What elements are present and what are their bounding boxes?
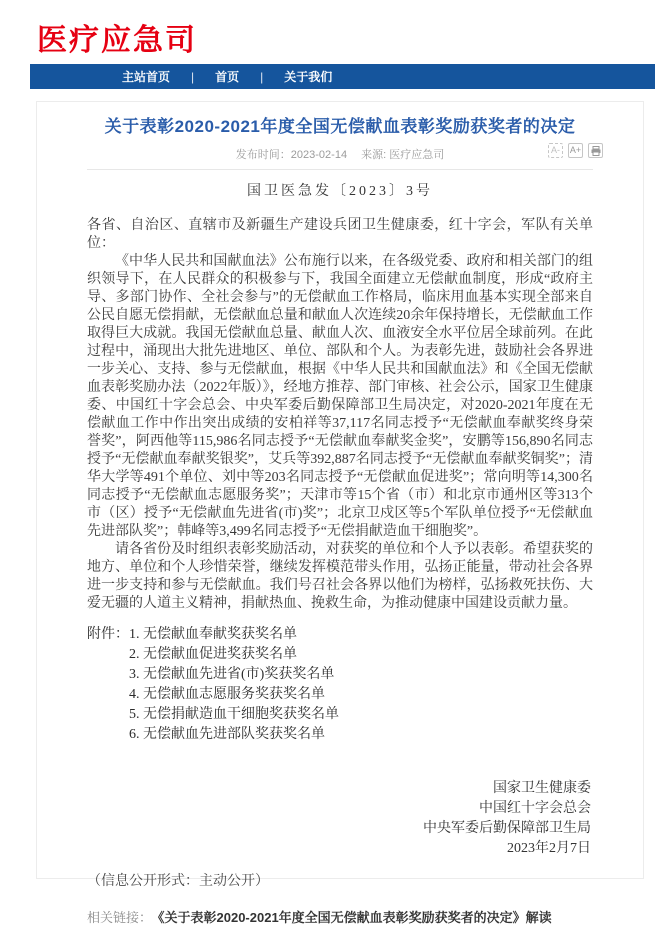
related-links-row: [87, 909, 593, 927]
signature-date: 2023年2月7日: [507, 841, 591, 856]
attachment-link[interactable]: 5. 无偿捐献造血干细胞奖获奖名单: [129, 707, 339, 722]
body-paragraph: 请各省份及时组织表彰奖励活动，对获奖的单位和个人予以表彰。希望获奖的地方、单位和个人珍惜荣誉，继续发挥模范带头作用，弘扬正能量，带动社会各界进一步支持和参与无偿献血。我们号召社会各界以他们为榜样，弘扬救死扶伤、大爱无疆的人道主义精神，捐献热血、挽救生命，为推动健康中国建设贡献力量。: [87, 542, 593, 611]
meta-divider: [87, 169, 593, 170]
attachment-link[interactable]: 6. 无偿献血先进部队奖获奖名单: [129, 727, 325, 742]
attachments-label: 附件：: [87, 627, 129, 642]
article-container: [36, 101, 644, 925]
page-title: 关于表彰2020-2021年度全国无偿献血表彰奖励获奖者的决定: [104, 117, 576, 136]
site-logo[interactable]: 医疗应急司: [37, 24, 197, 57]
printer-icon: [591, 146, 601, 156]
nav-item-about[interactable]: 关于我们: [284, 70, 333, 84]
source-value: 医疗应急司: [389, 149, 445, 161]
attachment-link[interactable]: 4. 无偿献血志愿服务奖获奖名单: [129, 687, 325, 702]
attachment-link[interactable]: 1. 无偿献血奉献奖获奖名单: [129, 627, 297, 642]
nav-separator: |: [260, 69, 264, 84]
article-body: [87, 217, 593, 613]
font-increase-button[interactable]: A+: [568, 143, 583, 158]
signature-org: 中央军委后勤保障部卫生局: [423, 821, 591, 836]
nav-item-main-home[interactable]: 主站首页: [122, 70, 171, 84]
article-meta: [87, 146, 593, 162]
font-decrease-button[interactable]: A-: [548, 143, 563, 158]
masthead: [37, 12, 197, 62]
disclosure-note: （信息公开形式：主动公开）: [87, 874, 269, 889]
print-button[interactable]: [588, 143, 603, 158]
related-links-label: 相关链接：: [87, 910, 153, 925]
signature-block: [87, 779, 593, 859]
main-nav: [30, 64, 655, 89]
attachment-link[interactable]: 3. 无偿献血先进省(市)奖获奖名单: [129, 667, 335, 682]
source-label: 来源:: [361, 149, 387, 161]
nav-separator: |: [191, 69, 195, 84]
attachment-link[interactable]: 2. 无偿献血促进奖获奖名单: [129, 647, 297, 662]
signature-org: 国家卫生健康委: [493, 781, 591, 796]
nav-item-home[interactable]: 首页: [215, 70, 240, 84]
attachments-list: [129, 625, 339, 745]
attachments-block: [87, 625, 593, 745]
body-paragraph: 《中华人民共和国献血法》公布施行以来，在各级党委、政府和相关部门的组织领导下，在人民群众的积极参与下，我国全面建立无偿献血制度，形成“政府主导、多部门协作、全社会参与”的无偿献血工作格局，临床用血基本实现全部来自公民自愿无偿捐献，无偿献血总量和献血人次连续20余年保持增长，无偿献血工作取得巨大成就。我国无偿献血总量、献血人次、血液安全水平位居全球前列。在此过程中，涌现出大批先进地区、单位、部队和个人。为表彰先进，鼓励社会各界进一步关心、支持、参与无偿献血，根据《中华人民共和国献血法》和《全国无偿献血表彰奖励办法（2022年版）》，经地方推荐、部门审核、社会公示，国家卫生健康委、中国红十字会总会、中央军委后勤保障部卫生局决定，对2020-2021年度在无偿献血工作中作出突出成绩的安柏祥等37,117名同志授予“无偿献血奉献奖终身荣誉奖”，阿西他等115,986名同志授予“无偿献血奉献奖金奖”，安鹏等156,890名同志授予“无偿献血奉献奖银奖”，艾兵等392,887名同志授予“无偿献血奉献奖铜奖”；清华大学等491个单位、刘中等203名同志授予“无偿献血促进奖”；常向明等14,300名同志授予“无偿献血志愿服务奖”；天津市等15个省（市）和北京市通州区等313个市（区）授予“无偿献血先进省(市)奖”；北京卫戍区等5个军队单位授予“无偿献血先进部队奖”；韩峰等3,499名同志授予“无偿捐献造血干细胞奖”。: [87, 254, 593, 539]
publish-date: 2023-02-14: [290, 149, 348, 161]
publish-time-label: 发布时间：: [235, 149, 291, 161]
article-toolbar: [548, 143, 603, 158]
related-article-link[interactable]: 《关于表彰2020-2021年度全国无偿献血表彰奖励获奖者的决定》解读: [158, 910, 552, 925]
document-number: 国卫医急发〔2023〕3号: [247, 184, 433, 199]
signature-org: 中国红十字会总会: [479, 801, 591, 816]
salutation-paragraph: 各省、自治区、直辖市及新疆生产建设兵团卫生健康委，红十字会，军队有关单位：: [87, 218, 593, 251]
